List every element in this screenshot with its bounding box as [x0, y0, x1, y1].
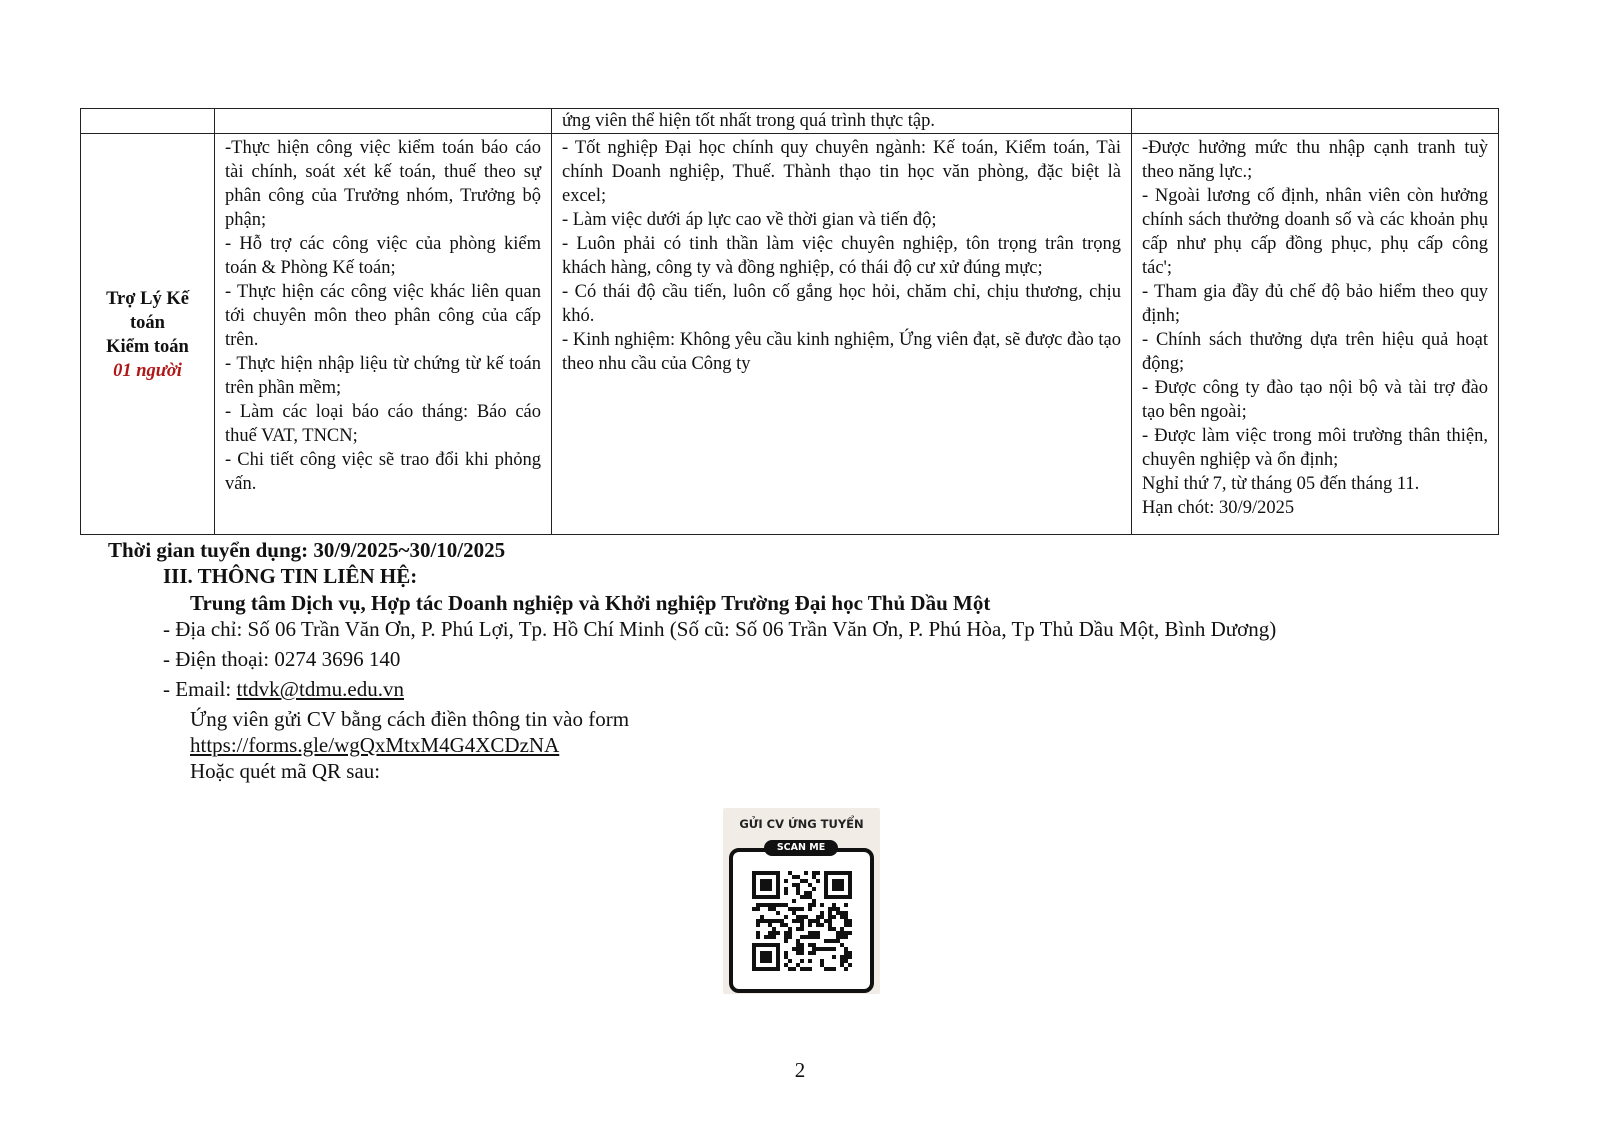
position-count: 01 người [113, 361, 182, 381]
benefit-item: -Được hưởng mức thu nhập cạnh tranh tuỳ theo năng lực.; [1142, 138, 1488, 182]
job-table [80, 108, 1499, 535]
benefit-item: Hạn chót: 30/9/2025 [1142, 498, 1295, 518]
table-row [81, 109, 1499, 134]
qr-caption: GỬI CV ỨNG TUYỂN [739, 817, 864, 831]
contact-heading: III. THÔNG TIN LIÊN HỆ: [163, 564, 418, 588]
requirement-item: - Tốt nghiệp Đại học chính quy chuyên ngành: Kế toán, Kiểm toán, Tài chính Doanh nghiệp, Thuế. Thành thạo tin học văn phòng, đặc biệt là excel; [562, 138, 1121, 206]
qr-instruction: Hoặc quét mã QR sau: [190, 759, 381, 783]
center-name: Trung tâm Dịch vụ, Hợp tác Doanh nghiệp và Khởi nghiệp Trường Đại học Thủ Dầu Một [190, 591, 991, 615]
duty-item: - Chi tiết công việc sẽ trao đổi khi phỏng vấn. [225, 450, 541, 494]
benefit-item: - Tham gia đầy đủ chế độ bảo hiểm theo quy định; [1142, 282, 1488, 326]
contact-phone: - Điện thoại: 0274 3696 140 [163, 647, 401, 671]
requirement-item: - Làm việc dưới áp lực cao về thời gian và tiến độ; [562, 210, 937, 230]
requirement-item: - Luôn phải có tinh thần làm việc chuyên nghiệp, tôn trọng trân trọng khách hàng, công ty và đồng nghiệp, có thái độ cư xử đúng mực; [562, 234, 1121, 278]
email-label: - Email: [163, 677, 237, 701]
recruit-time: Thời gian tuyển dụng: 30/9/2025~30/10/2025 [108, 538, 506, 562]
requirement-item: - Kinh nghiệm: Không yêu cầu kinh nghiệm, Ứng viên đạt, sẽ được đào tạo theo nhu cầu của Công ty [562, 330, 1121, 374]
requirement-item: - Có thái độ cầu tiến, luôn cố gắng học hỏi, chăm chỉ, chịu thương, chịu khó. [562, 282, 1121, 326]
cv-instruction: Ứng viên gửi CV bằng cách điền thông tin vào form [190, 707, 630, 731]
benefit-item: Nghỉ thứ 7, từ tháng 05 đến tháng 11. [1142, 474, 1420, 494]
position-title-line: Kiểm toán [106, 337, 189, 357]
benefit-item: - Chính sách thưởng dựa trên hiệu quả hoạt động; [1142, 330, 1488, 374]
duty-item: - Thực hiện các công việc khác liên quan tới chuyên môn theo phân công của cấp trên. [225, 282, 541, 350]
requirements-cell [552, 134, 1132, 535]
position-title-line: toán [130, 313, 165, 333]
duty-item: -Thực hiện công việc kiểm toán báo cáo tài chính, soát xét kế toán, thuế theo sự phân công của Trưởng nhóm, Trưởng bộ phận; [225, 138, 541, 230]
duties-cell [215, 134, 552, 535]
position-title-line: Trợ Lý Kế [106, 289, 189, 309]
form-link[interactable]: https://forms.gle/wgQxMtxM4G4XCDzNA [190, 733, 560, 757]
qr-card[interactable] [723, 808, 880, 994]
benefit-item: - Được làm việc trong môi trường thân thiện, chuyên nghiệp và ổn định; [1142, 426, 1488, 470]
email-link[interactable]: ttdvk@tdmu.edu.vn [236, 677, 404, 701]
benefit-item: - Ngoài lương cố định, nhân viên còn hưởng chính sách thưởng doanh số và các khoản phụ cấp như phụ cấp đồng phục, phụ cấp công tác'; [1142, 186, 1488, 278]
top-row-text: ứng viên thể hiện tốt nhất trong quá trình thực tập. [552, 109, 1132, 134]
position-cell [81, 134, 215, 535]
duty-item: - Làm các loại báo cáo tháng: Báo cáo thuế VAT, TNCN; [225, 402, 541, 446]
benefits-cell [1132, 134, 1499, 535]
table-row [81, 134, 1499, 535]
qr-code-image [752, 871, 852, 971]
scan-me-label: SCAN ME [764, 840, 838, 856]
contact-email-row [163, 676, 404, 702]
page-number: 2 [794, 1058, 806, 1082]
contact-address: - Địa chỉ: Số 06 Trần Văn Ơn, P. Phú Lợi, Tp. Hồ Chí Minh (Số cũ: Số 06 Trần Văn Ơn, P. Phú Hòa, Tp Thủ Dầu Một, Bình Dương) [163, 617, 1277, 641]
duty-item: - Hỗ trợ các công việc của phòng kiểm toán & Phòng Kế toán; [225, 234, 541, 278]
duty-item: - Thực hiện nhập liệu từ chứng từ kế toán trên phần mềm; [225, 354, 541, 398]
benefit-item: - Được công ty đào tạo nội bộ và tài trợ đào tạo bên ngoài; [1142, 378, 1488, 422]
